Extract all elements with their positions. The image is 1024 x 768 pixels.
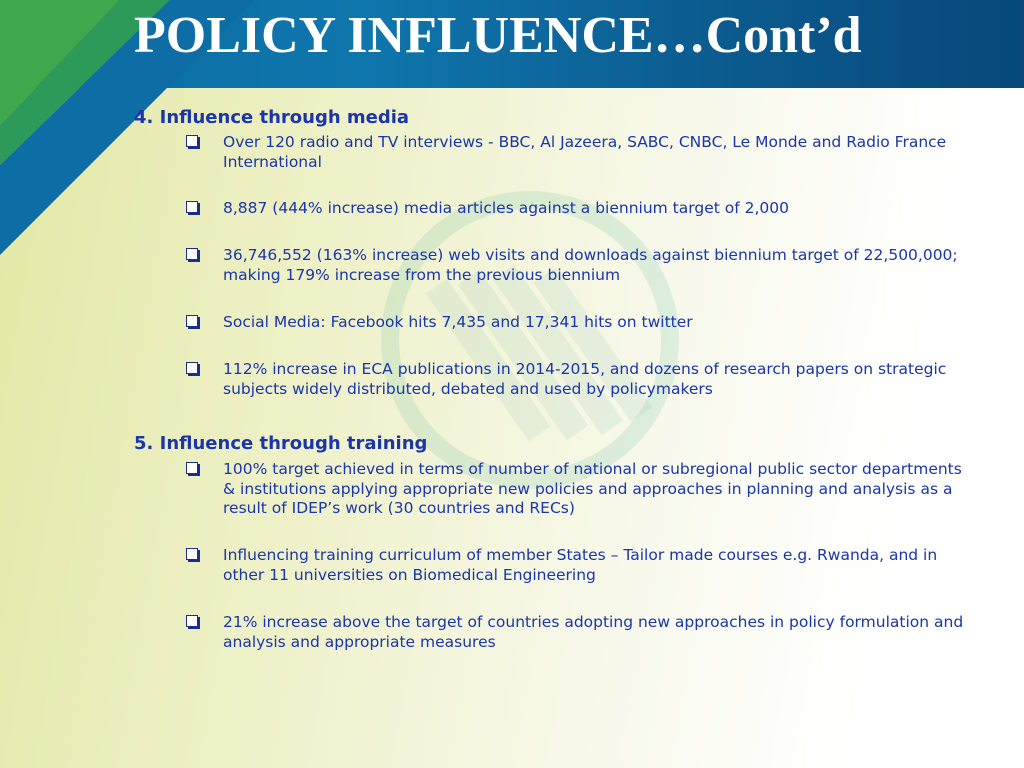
list-item: 36,746,552 (163% increase) web visits and downloads against biennium target of 22,500,000; making 179% increase from the previous biennium [186,246,976,285]
checkbox-bullet-icon [186,135,198,147]
checkbox-bullet-icon [186,462,198,474]
section-heading-media: 4. Influence through media [134,107,410,128]
checkbox-bullet-icon [186,201,198,213]
checkbox-bullet-icon [186,315,198,327]
checkbox-bullet-icon [186,362,198,374]
section-heading-training: 5. Influence through training [134,433,428,454]
checkbox-bullet-icon [186,548,198,560]
list-item: 112% increase in ECA publications in 2014-2015, and dozens of research papers on strategic subjects widely distributed, debated and used by policymakers [186,360,976,399]
list-item: 8,887 (444% increase) media articles against a biennium target of 2,000 [186,199,976,219]
list-item: Social Media: Facebook hits 7,435 and 17,341 hits on twitter [186,313,976,333]
checkbox-bullet-icon [186,615,198,627]
list-item: Over 120 radio and TV interviews - BBC, Al Jazeera, SABC, CNBC, Le Monde and Radio France International [186,133,976,172]
page-title: POLICY INFLUENCE…Cont’d [134,7,862,64]
list-item: Influencing training curriculum of member States – Tailor made courses e.g. Rwanda, and in other 11 universities on Biomedical Engineering [186,546,976,585]
list-item: 100% target achieved in terms of number of national or subregional public sector departments & institutions applying appropriate new policies and approaches in planning and analysis as a result of IDEP’s work (30 countries and RECs) [186,460,976,519]
checkbox-bullet-icon [186,248,198,260]
list-item: 21% increase above the target of countries adopting new approaches in policy formulation and analysis and appropriate measures [186,613,976,652]
